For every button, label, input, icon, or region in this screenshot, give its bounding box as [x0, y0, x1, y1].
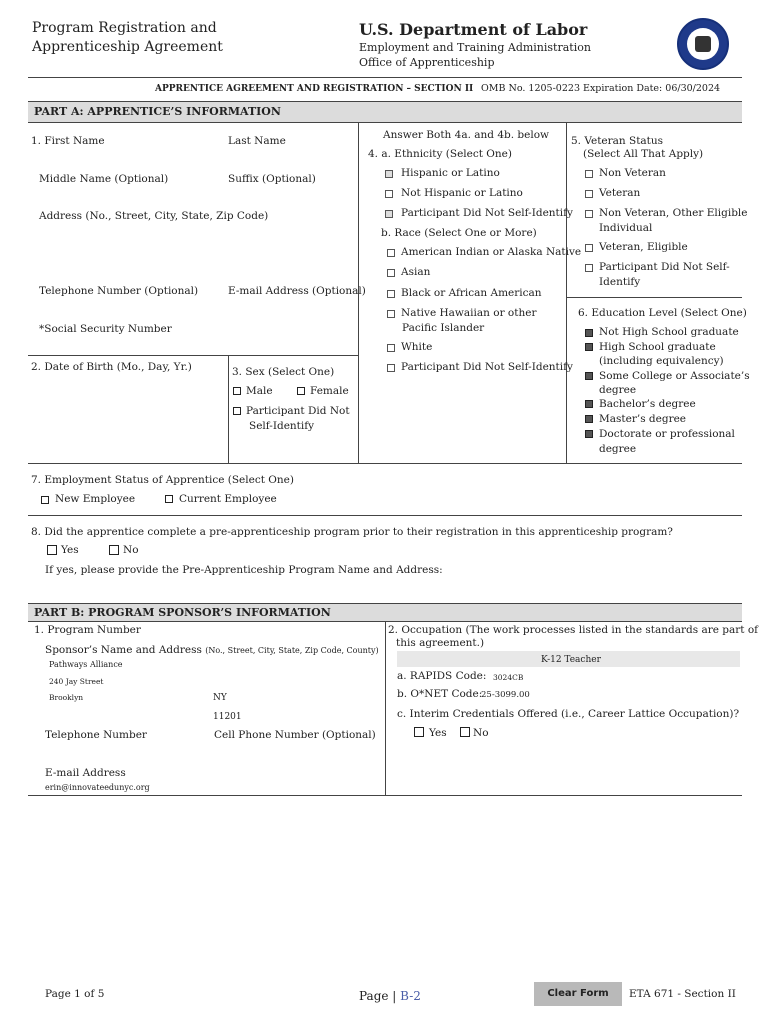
education-masters-checkbox[interactable]: [585, 415, 593, 423]
sex-pdns-line2: Self-Identify: [249, 420, 315, 432]
veteran-checkbox[interactable]: [585, 190, 593, 198]
sponsor-email-label: E-mail Address: [45, 767, 126, 779]
sex-pdns-checkbox[interactable]: [233, 407, 241, 415]
education-option: Some College or Associate’s: [599, 370, 750, 382]
occupation-value[interactable]: K-12 Teacher: [541, 655, 601, 665]
veteran-option: Veteran, Eligible: [599, 241, 688, 253]
email-label: E-mail Address (Optional): [228, 285, 366, 297]
veteran-divider: [566, 297, 742, 298]
education-hs-checkbox[interactable]: [585, 343, 593, 351]
veteran-sub: (Select All That Apply): [583, 148, 704, 160]
education-option: Not High School graduate: [599, 326, 739, 338]
interim-yes-label: Yes: [429, 727, 447, 739]
race-black-checkbox[interactable]: [387, 290, 395, 298]
ethnicity-hispanic-checkbox[interactable]: [385, 170, 393, 178]
rapids-code-value[interactable]: 3024CB: [493, 673, 524, 682]
omb-number: OMB No. 1205-0223 Expiration Date: 06/30/2024: [481, 83, 721, 94]
part-b-heading: PART B: PROGRAM SPONSOR’S INFORMATION: [28, 603, 742, 622]
race-pdns-checkbox[interactable]: [387, 364, 395, 372]
form-title-line2: Apprenticeship Agreement: [32, 39, 223, 55]
part-b-bottom-line: [28, 795, 742, 796]
telephone-label: Telephone Number (Optional): [39, 285, 199, 297]
veteran-option: Veteran: [599, 187, 641, 199]
race-option: White: [401, 341, 433, 353]
veteran-non-checkbox[interactable]: [585, 170, 593, 178]
section-line: APPRENTICE AGREEMENT AND REGISTRATION – SECTION II: [155, 84, 474, 94]
last-name-label: Last Name: [228, 135, 286, 147]
part-a-heading: PART A: APPRENTICE’S INFORMATION: [28, 101, 742, 123]
race-option: Native Hawaiian or other: [401, 307, 537, 319]
veteran-eligible-checkbox[interactable]: [585, 244, 593, 252]
race-asian-checkbox[interactable]: [387, 269, 395, 277]
ethnicity-option: Not Hispanic or Latino: [401, 187, 523, 199]
dob-label: 2. Date of Birth (Mo., Day, Yr.): [31, 361, 192, 373]
item7-divider: [28, 515, 742, 516]
sex-female-label: Female: [310, 385, 349, 397]
sponsor-city-value[interactable]: Brooklyn: [49, 693, 84, 702]
veteran-option: Non Veteran, Other Eligible: [599, 207, 748, 219]
onet-code-value[interactable]: 25-3099.00: [481, 690, 530, 700]
occupation-label: 2. Occupation (The work processes listed in the standards are part of: [388, 624, 759, 636]
veteran-pdns-checkbox[interactable]: [585, 264, 593, 272]
pre-app-no-label: No: [123, 544, 139, 556]
sex-label: 3. Sex (Select One): [232, 366, 335, 378]
sex-female-checkbox[interactable]: [297, 387, 305, 395]
onet-code-label: b. O*NET Code:: [397, 688, 483, 700]
pre-app-yes-checkbox[interactable]: [47, 545, 57, 555]
race-option: Participant Did Not Self-Identify: [401, 361, 573, 373]
interim-no-checkbox[interactable]: [460, 727, 470, 737]
sex-male-label: Male: [246, 385, 273, 397]
race-white-checkbox[interactable]: [387, 344, 395, 352]
sponsor-state-value[interactable]: NY: [213, 693, 227, 703]
ssn-label: *Social Security Number: [39, 323, 172, 335]
veteran-non-other-eligible-checkbox[interactable]: [585, 210, 593, 218]
dob-divider: [28, 355, 358, 356]
ethnicity-option: Participant Did Not Self-Identify: [401, 207, 573, 219]
education-option-cont: (including equivalency): [599, 355, 724, 367]
sponsor-name-value[interactable]: Pathways Alliance: [49, 660, 123, 669]
header-divider: [28, 77, 742, 78]
employment-status-label: 7. Employment Status of Apprentice (Select One): [31, 474, 294, 486]
education-option-cont: degree: [599, 443, 637, 455]
page-count: Page 1 of 5: [45, 988, 105, 1000]
education-option-cont: degree: [599, 384, 637, 396]
employment-current-checkbox[interactable]: [165, 495, 173, 503]
ethnicity-pdns-checkbox[interactable]: [385, 210, 393, 218]
sponsor-name-address-label: Sponsor’s Name and Address (No., Street, City, State, Zip Code, County): [45, 644, 379, 656]
sponsor-cell-label: Cell Phone Number (Optional): [214, 729, 376, 741]
employment-current-label: Current Employee: [179, 493, 277, 505]
veteran-option: Participant Did Not Self-: [599, 261, 730, 273]
employment-new-checkbox[interactable]: [41, 496, 49, 504]
col-divider-2: [566, 123, 567, 463]
pre-apprenticeship-question: 8. Did the apprentice complete a pre-apprenticeship program prior to their registration in this apprenticeship program?: [31, 526, 673, 538]
ethnicity-label: 4. a. Ethnicity (Select One): [368, 148, 512, 160]
education-not-hs-checkbox[interactable]: [585, 329, 593, 337]
employment-new-label: New Employee: [55, 493, 136, 505]
race-option: Asian: [401, 266, 431, 278]
sponsor-street-value[interactable]: 240 Jay Street: [49, 677, 104, 686]
race-american-indian-checkbox[interactable]: [387, 249, 395, 257]
race-native-hawaiian-checkbox[interactable]: [387, 310, 395, 318]
eta-name: Employment and Training Administration: [359, 41, 591, 54]
ethnicity-option: Hispanic or Latino: [401, 167, 500, 179]
first-name-label: 1. First Name: [31, 135, 105, 147]
race-label: b. Race (Select One or More): [381, 227, 537, 239]
sex-male-checkbox[interactable]: [233, 387, 241, 395]
pre-app-yes-label: Yes: [61, 544, 79, 556]
dol-seal-logo: [677, 18, 729, 70]
education-bachelors-checkbox[interactable]: [585, 400, 593, 408]
veteran-option: Non Veteran: [599, 167, 666, 179]
education-option: High School graduate: [599, 341, 716, 353]
form-title-line1: Program Registration and: [32, 20, 217, 36]
race-option: American Indian or Alaska Native: [401, 246, 582, 258]
education-some-college-checkbox[interactable]: [585, 372, 593, 380]
pre-app-no-checkbox[interactable]: [109, 545, 119, 555]
sex-pdns-line1: Participant Did Not: [246, 405, 350, 417]
sponsor-telephone-label: Telephone Number: [45, 729, 147, 741]
race-option-cont: Pacific Islander: [402, 322, 485, 334]
occupation-label-cont: this agreement.): [396, 637, 485, 649]
part-a-bottom-line: [28, 463, 742, 464]
office-name: Office of Apprenticeship: [359, 56, 495, 69]
pre-app-if-yes-label: If yes, please provide the Pre-Apprenticeship Program Name and Address:: [45, 564, 443, 576]
page-reference: Page | B-2: [359, 989, 421, 1003]
answer-both-note: Answer Both 4a. and 4b. below: [383, 129, 550, 141]
interim-no-label: No: [473, 727, 489, 739]
education-doctorate-checkbox[interactable]: [585, 430, 593, 438]
sponsor-zip-value[interactable]: 11201: [213, 712, 242, 722]
education-option: Doctorate or professional: [599, 428, 735, 440]
ethnicity-not-hispanic-checkbox[interactable]: [385, 190, 393, 198]
interim-yes-checkbox[interactable]: [414, 727, 424, 737]
address-label: Address (No., Street, City, State, Zip Code): [39, 210, 269, 222]
program-number-label: 1. Program Number: [34, 624, 141, 636]
department-name: U.S. Department of Labor: [359, 20, 588, 39]
veteran-option-cont: Identify: [599, 276, 641, 288]
veteran-label: 5. Veteran Status: [571, 135, 664, 147]
clear-form-button[interactable]: Clear Form: [534, 982, 622, 1006]
part-b-col-divider: [385, 622, 386, 795]
rapids-code-label: a. RAPIDS Code:: [397, 670, 487, 682]
middle-name-label: Middle Name (Optional): [39, 173, 169, 185]
race-option: Black or African American: [401, 287, 542, 299]
sex-divider: [228, 356, 229, 463]
form-id: ETA 671 - Section II: [629, 988, 736, 1000]
education-option: Bachelor’s degree: [599, 398, 696, 410]
suffix-label: Suffix (Optional): [228, 173, 316, 185]
education-option: Master’s degree: [599, 413, 687, 425]
sponsor-email-value[interactable]: erin@innovateedunyc.org: [45, 783, 150, 792]
veteran-option-cont: Individual: [599, 222, 653, 234]
interim-credentials-label: c. Interim Credentials Offered (i.e., Career Lattice Occupation)?: [397, 708, 740, 720]
education-label: 6. Education Level (Select One): [578, 307, 747, 319]
